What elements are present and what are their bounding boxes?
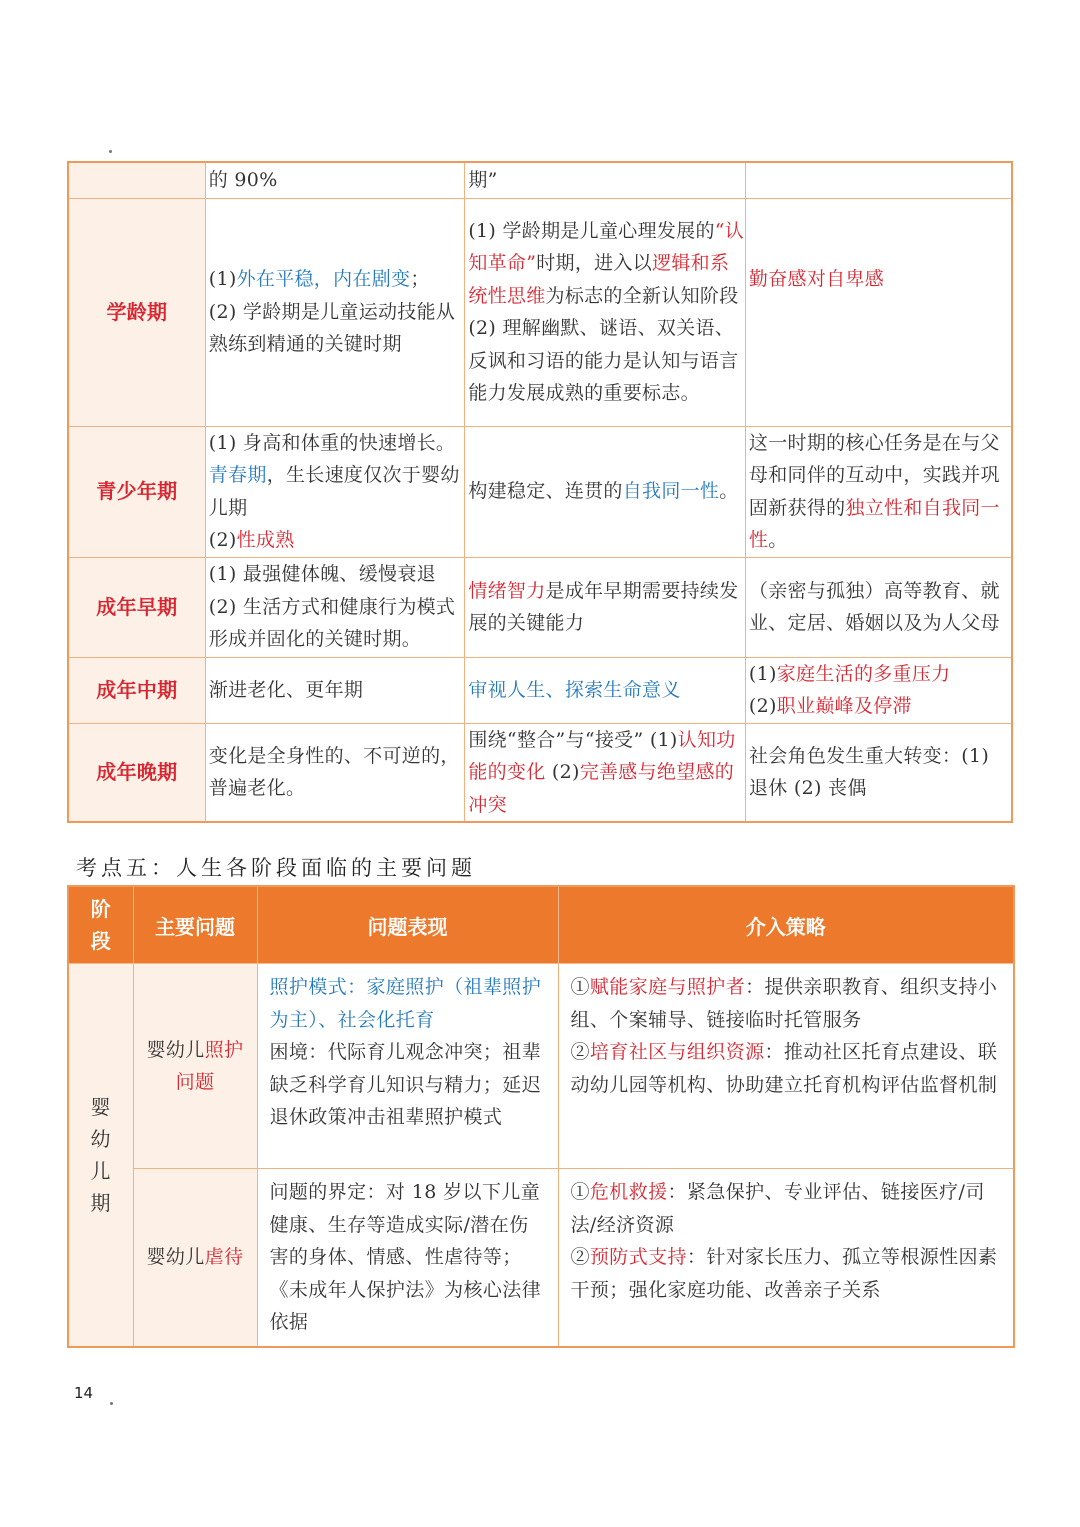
cell-paragraph — [209, 296, 465, 361]
cell-text: (1) 身高和体重的快速增长。 — [208, 431, 456, 454]
cell-text: 围绕“整合”与“接受” (1) — [468, 728, 678, 751]
physical-cell — [205, 557, 465, 657]
cell-text: 照护问题 — [175, 1038, 244, 1093]
cell-paragraph — [468, 575, 745, 640]
cell-text: (2) 生活方式和健康行为模式形成并固化的关键时期。 — [208, 595, 456, 651]
problem-cell — [133, 964, 257, 1169]
cell-text: 自我同一性 — [622, 480, 720, 503]
cell-text: ② — [570, 1246, 590, 1268]
cell-paragraph — [468, 475, 745, 508]
cell-text: 完善感与绝望感的冲突 — [468, 761, 735, 816]
strategy-cell — [558, 964, 1014, 1169]
page-number: 14 — [74, 1384, 94, 1402]
cell-text: 培育社区与组织资源 — [589, 1041, 765, 1063]
cell-paragraph — [209, 591, 465, 656]
cell-text: 勤奋感对自卑感 — [748, 267, 885, 290]
cell-text: ① — [570, 1181, 590, 1203]
cell-paragraph — [749, 690, 1011, 723]
header-main-problem: 主要问题 — [133, 886, 257, 964]
physical-cell — [205, 723, 465, 822]
stage-label: 成年早期 — [68, 557, 205, 657]
social-cell — [745, 426, 1012, 557]
table-row — [68, 198, 1012, 426]
scan-dot-bottom — [110, 1402, 113, 1405]
cell-text: ② — [570, 1041, 590, 1063]
cell-text: 。 — [768, 529, 788, 551]
physical-cell — [205, 426, 465, 557]
cell-paragraph — [209, 558, 465, 591]
cell-text: 性成熟 — [236, 529, 295, 551]
social-cell — [745, 162, 1012, 198]
cell-paragraph — [571, 1036, 1006, 1101]
cell-text: ：推动社区托育点建设、联动幼儿园等机构、协助建立托育机构评估监督机制 — [570, 1041, 998, 1096]
cell-paragraph — [209, 263, 465, 296]
cell-text: 照护模式：家庭照护（祖辈照护为主）、社会化托育 — [269, 976, 542, 1031]
cell-paragraph — [138, 1034, 253, 1099]
section-title: 考点五：人生各阶段面临的主要问题 — [76, 856, 476, 880]
header-stage: 阶段 — [68, 886, 133, 964]
cell-paragraph — [749, 575, 1011, 640]
life-stage-development-table — [67, 161, 1013, 823]
cell-paragraph — [468, 312, 745, 410]
stage-label: 成年晚期 — [68, 723, 205, 822]
table-row — [68, 723, 1012, 822]
cell-paragraph — [571, 971, 1006, 1036]
cell-text: 认知功能的变化 — [468, 728, 736, 783]
cell-paragraph — [270, 1176, 548, 1339]
cell-paragraph — [571, 1241, 1006, 1306]
cell-text: ； — [410, 268, 430, 291]
cell-text: 困境：代际育儿观念冲突；祖辈缺乏科学育儿知识与精力；延迟退休政策冲击祖辈照护模式 — [269, 1041, 542, 1128]
cell-paragraph — [468, 724, 745, 822]
cell-text: 婴幼儿 — [146, 1038, 205, 1061]
cell-text: (1) — [748, 662, 777, 685]
cell-text: 赋能家庭与照护者 — [589, 976, 746, 998]
cell-paragraph — [749, 427, 1011, 557]
header-strategy: 介入策略 — [558, 886, 1014, 964]
cell-text: ：提供亲职教育、组织支持小组、个案辅导、链接临时托管服务 — [570, 976, 998, 1031]
cell-text: 外在平稳，内在剧变 — [236, 268, 411, 291]
social-cell — [745, 723, 1012, 822]
cell-text: ，生长速度仅次于婴幼儿期 — [208, 464, 460, 519]
physical-cell — [205, 657, 465, 723]
physical-cell — [205, 198, 465, 426]
cognitive-cell — [465, 723, 746, 822]
cell-paragraph — [270, 971, 548, 1036]
physical-cell: 的 90% — [205, 162, 465, 198]
cell-text: 审视人生、探索生命意义 — [468, 678, 681, 701]
cognitive-cell — [465, 557, 746, 657]
cell-text: (2) — [545, 761, 580, 783]
table-row — [68, 426, 1012, 557]
manifestation-cell — [257, 964, 558, 1169]
problem-cell — [133, 1169, 257, 1347]
cell-text: (2) — [748, 695, 777, 717]
cell-text: 变化是全身性的、不可逆的，普遍老化。 — [208, 744, 460, 800]
cell-text: (1) 学龄期是儿童心理发展的 — [468, 219, 715, 242]
cognitive-cell — [465, 657, 746, 723]
cell-paragraph — [209, 674, 465, 707]
cell-text: （亲密与孤独）高等教育、就业、定居、婚姻以及为人父母 — [748, 579, 1000, 634]
header-manifestation: 问题表现 — [257, 886, 558, 964]
cell-paragraph — [749, 740, 1011, 805]
scan-dot-top — [109, 150, 112, 153]
cell-paragraph — [270, 1036, 548, 1134]
cell-paragraph — [749, 658, 1011, 691]
cell-paragraph — [209, 427, 465, 525]
cell-text: 这一时期的核心任务是在与父母和同伴的互动中，实践并巩固新获得的 — [748, 431, 1000, 519]
cell-text: 构建稳定、连贯的 — [468, 480, 623, 503]
stage-label: 成年中期 — [68, 657, 205, 723]
cell-text: 。 — [719, 480, 739, 503]
cell-text: (2) 学龄期是儿童运动技能从熟练到精通的关键时期 — [208, 300, 456, 356]
cell-paragraph — [749, 263, 1011, 296]
cell-text: 青春期 — [208, 464, 267, 486]
cell-paragraph — [209, 524, 465, 557]
cell-text: (2) — [208, 529, 237, 551]
table-row — [68, 964, 1014, 1169]
table-row — [68, 557, 1012, 657]
cognitive-cell — [465, 198, 746, 426]
stage-cell: 婴幼儿期 — [68, 964, 133, 1347]
social-cell — [745, 657, 1012, 723]
cell-paragraph — [468, 215, 745, 313]
stage-cell-empty — [68, 162, 205, 198]
cell-paragraph — [571, 1176, 1006, 1241]
cell-text: 为标志的全新认知阶段 — [545, 284, 739, 307]
table-row — [68, 657, 1012, 723]
cell-text: 问题的界定：对 18 岁以下儿童健康、生存等造成实际/潜在伤害的身体、情感、性虐待等；《未成年人保护法》为核心法律依据 — [269, 1181, 542, 1333]
cell-text: (1) — [208, 268, 237, 291]
cell-text: 渐进老化、更年期 — [208, 678, 364, 701]
cell-text: 情绪智力 — [468, 579, 546, 602]
social-cell — [745, 557, 1012, 657]
cell-text: 独立性和自我同一性 — [748, 496, 1000, 551]
cell-text: 社会角色发生重大转变：(1) 退休 (2) 丧偶 — [748, 744, 990, 800]
cell-text: ① — [570, 976, 590, 998]
cell-text: 职业巅峰及停滞 — [776, 695, 912, 717]
table-header-row — [68, 886, 1014, 964]
cell-paragraph — [209, 740, 465, 805]
cell-text: 预防式支持 — [589, 1246, 687, 1268]
cell-text: 家庭生活的多重压力 — [776, 662, 951, 685]
life-stage-problems-table — [67, 885, 1015, 1348]
cell-text: ：紧急保护、专业评估、链接医疗/司法/经济资源 — [570, 1181, 985, 1236]
cell-text: 逻辑和系统性思维 — [468, 252, 730, 307]
social-cell — [745, 198, 1012, 426]
table-row — [68, 1169, 1014, 1347]
cell-text: 虐待 — [204, 1246, 244, 1268]
cell-text: 婴幼儿 — [146, 1246, 205, 1268]
table-row-continued — [68, 162, 1012, 198]
cell-text: ：针对家长压力、孤立等根源性因素干预；强化家庭功能、改善亲子关系 — [570, 1246, 998, 1301]
cell-text: 时期，进入以 — [536, 252, 653, 274]
stage-label: 学龄期 — [68, 198, 205, 426]
strategy-cell — [558, 1169, 1014, 1347]
cognitive-cell: 期” — [465, 162, 746, 198]
cognitive-cell — [465, 426, 746, 557]
cell-text: “认知革命” — [468, 219, 745, 274]
cell-paragraph — [138, 1241, 253, 1274]
cell-text: 是成年早期需要持续发展的关键能力 — [468, 579, 739, 634]
manifestation-cell — [257, 1169, 558, 1347]
stage-label: 青少年期 — [68, 426, 205, 557]
cell-text: 危机救援 — [589, 1181, 668, 1203]
cell-paragraph — [468, 674, 745, 707]
cell-text: (2) 理解幽默、谜语、双关语、反讽和习语的能力是认知与语言能力发展成熟的重要标志。 — [468, 317, 739, 404]
cell-text: (1) 最强健体魄、缓慢衰退 — [208, 563, 436, 586]
